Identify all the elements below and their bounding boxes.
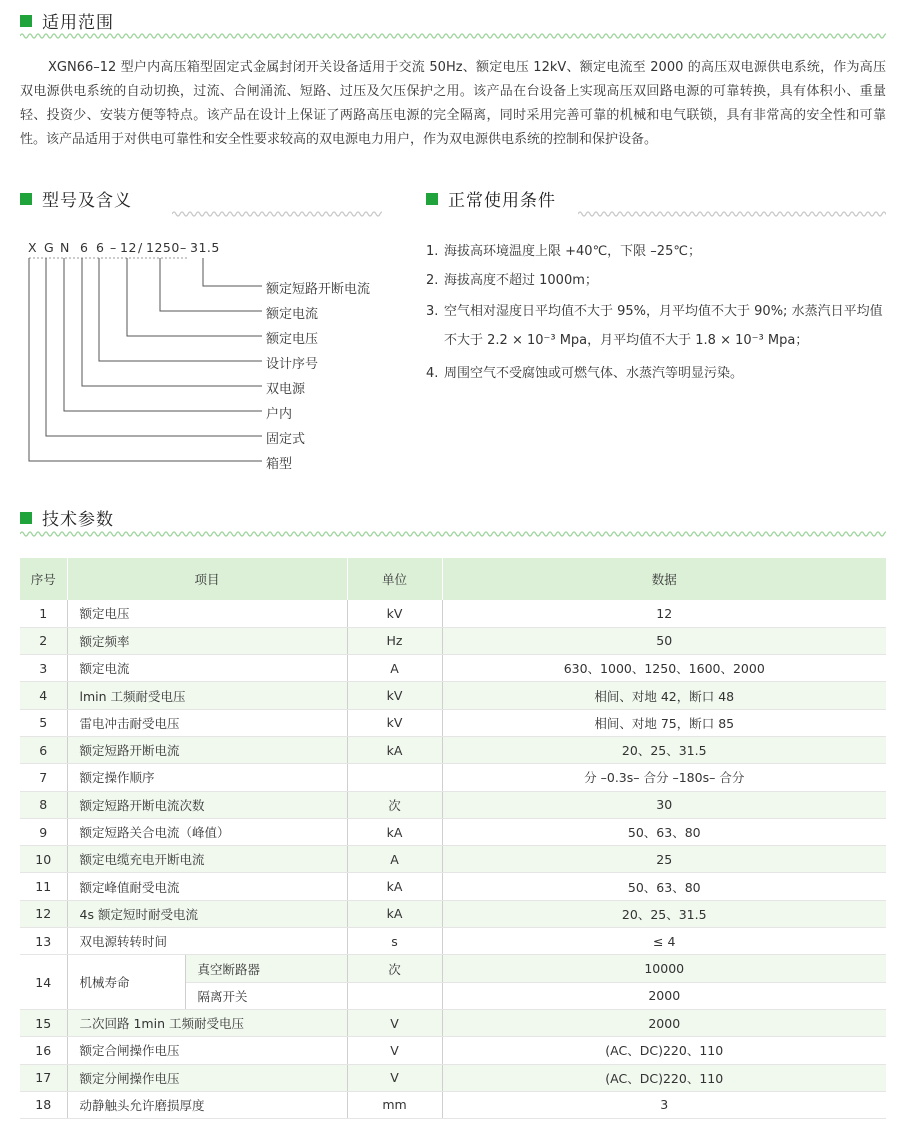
section-params-heading xyxy=(20,505,114,530)
table-row xyxy=(20,1064,886,1091)
condition-text: 空气相对湿度日平均值不大于 95%，月平均值不大于 90%; 水蒸汽日平均值不大于 2.2 × 10⁻³ Mpa，月平均值不大于 1.8 × 10⁻³ Mpa； xyxy=(444,304,883,348)
cell-no: 12 xyxy=(20,900,67,927)
cell-no: 8 xyxy=(20,791,67,818)
model-label-design-no: 设计序号 xyxy=(266,357,319,372)
model-code-char: X xyxy=(28,240,38,255)
cell-no: 7 xyxy=(20,764,67,791)
table-row xyxy=(20,736,886,763)
model-label-fixed: 固定式 xyxy=(266,432,306,447)
cell-value: 10000 xyxy=(442,955,886,982)
model-code-char: 31.5 xyxy=(190,240,220,255)
model-code-char: 6 xyxy=(96,240,105,255)
model-label-rated-current: 额定电流 xyxy=(266,307,319,322)
cell-unit xyxy=(347,982,442,1009)
list-item xyxy=(426,237,890,266)
cell-value: 2000 xyxy=(442,1009,886,1036)
condition-number: 2. xyxy=(426,273,439,288)
cell-no: 15 xyxy=(20,1009,67,1036)
cell-value: 相间、对地 75，断口 85 xyxy=(442,709,886,736)
cell-unit xyxy=(347,764,442,791)
table-row xyxy=(20,928,886,955)
cell-no: 1 xyxy=(20,600,67,627)
cell-value: 20、25、31.5 xyxy=(442,900,886,927)
cell-unit: kA xyxy=(347,873,442,900)
cell-value: 30 xyxy=(442,791,886,818)
cell-item: 额定短路开断电流 xyxy=(67,736,347,763)
cell-unit: A xyxy=(347,846,442,873)
model-code-char: 12 xyxy=(120,240,137,255)
model-label-indoor: 户内 xyxy=(266,407,293,422)
model-code-char: 6 xyxy=(80,240,89,255)
table-row xyxy=(20,791,886,818)
table-row xyxy=(20,818,886,845)
model-label-dual-power: 双电源 xyxy=(266,382,306,397)
cell-item: 额定电压 xyxy=(67,600,347,627)
cell-value: 50、63、80 xyxy=(442,818,886,845)
green-square-icon xyxy=(20,512,32,524)
params-table xyxy=(20,558,886,1119)
cell-no: 14 xyxy=(20,955,67,1010)
cell-unit: mm xyxy=(347,1091,442,1118)
cell-no: 11 xyxy=(20,873,67,900)
table-row xyxy=(20,682,886,709)
table-row xyxy=(20,900,886,927)
cell-no: 13 xyxy=(20,928,67,955)
cell-item: 额定分闸操作电压 xyxy=(67,1064,347,1091)
cell-unit: Hz xyxy=(347,627,442,654)
conditions-title: 正常使用条件 xyxy=(448,191,556,211)
cell-no: 17 xyxy=(20,1064,67,1091)
model-title: 型号及含义 xyxy=(42,191,132,211)
cell-unit: V xyxy=(347,1064,442,1091)
cell-unit: A xyxy=(347,655,442,682)
model-code-char: / xyxy=(138,240,143,255)
cell-no: 16 xyxy=(20,1037,67,1064)
table-row xyxy=(20,764,886,791)
cell-item: 额定短路关合电流（峰值） xyxy=(67,818,347,845)
cell-item: 额定短路开断电流次数 xyxy=(67,791,347,818)
cell-item: 动静触头允许磨损厚度 xyxy=(67,1091,347,1118)
cell-no: 9 xyxy=(20,818,67,845)
model-label-box: 箱型 xyxy=(266,457,293,472)
cell-unit: 次 xyxy=(347,791,442,818)
model-code-char: 1250 xyxy=(146,240,180,255)
condition-text: 周围空气不受腐蚀或可燃气体、水蒸汽等明显污染。 xyxy=(444,366,744,381)
cell-value: 20、25、31.5 xyxy=(442,736,886,763)
model-label-short-circuit: 额定短路开断电流 xyxy=(266,282,371,297)
cell-unit: kV xyxy=(347,600,442,627)
wave-divider-params xyxy=(20,530,886,538)
cell-value: (AC、DC)220、110 xyxy=(442,1037,886,1064)
cell-no: 5 xyxy=(20,709,67,736)
scope-paragraph: XGN66–12 型户内高压箱型固定式金属封闭开关设备适用于交流 50Hz、额定电压 12kV、额定电流至 2000 的高压双电源供电系统，作为高压双电源供电系统的自动切换，过流、合闸涌流、短路、过压及欠压保护之用。该产品在台设备上实现高压双回路电源的可靠转换，具有体积小、重量轻、投资少、安装方便等特点。该产品在设计上保证了两路高压电源的完全隔离，同时采用完善可靠的机械和电气联锁，具有非常高的安全性和可靠性。该产品适用于对供电可靠性和安全性要求较高的双电源电力用户，作为双电源供电系统的控制和保护设备。 xyxy=(20,60,886,147)
table-row xyxy=(20,1009,886,1036)
cell-unit: 次 xyxy=(347,955,442,982)
cell-unit: kA xyxy=(347,736,442,763)
cell-item: 机械寿命 xyxy=(67,955,185,1010)
scope-title: 适用范围 xyxy=(42,13,114,33)
cell-item: 双电源转转时间 xyxy=(67,928,347,955)
cell-unit: kV xyxy=(347,682,442,709)
table-row xyxy=(20,655,886,682)
table-row xyxy=(20,709,886,736)
cell-value: ≤ 4 xyxy=(442,928,886,955)
header-value: 数据 xyxy=(442,558,886,600)
list-item xyxy=(426,295,890,355)
cell-no: 2 xyxy=(20,627,67,654)
model-label-rated-voltage: 额定电压 xyxy=(266,332,319,347)
cell-no: 3 xyxy=(20,655,67,682)
cell-no: 10 xyxy=(20,846,67,873)
cell-value: 12 xyxy=(442,600,886,627)
table-row xyxy=(20,873,886,900)
cell-no: 4 xyxy=(20,682,67,709)
params-title: 技术参数 xyxy=(42,510,114,530)
cell-value: (AC、DC)220、110 xyxy=(442,1064,886,1091)
cell-item: 二次回路 1min 工频耐受电压 xyxy=(67,1009,347,1036)
cell-unit: kA xyxy=(347,818,442,845)
header-unit: 单位 xyxy=(347,558,442,600)
cell-item: 雷电冲击耐受电压 xyxy=(67,709,347,736)
model-code-char: – xyxy=(110,240,117,255)
model-code-char: – xyxy=(180,240,187,255)
model-code-char: N xyxy=(60,240,70,255)
cell-value: 分 –0.3s– 合分 –180s– 合分 xyxy=(442,764,886,791)
table-row xyxy=(20,1091,886,1118)
cell-item: 额定峰值耐受电流 xyxy=(67,873,347,900)
condition-number: 3. xyxy=(426,304,439,319)
cell-value: 2000 xyxy=(442,982,886,1009)
table-header-row xyxy=(20,558,886,600)
cell-subitem: 隔离开关 xyxy=(185,982,347,1009)
condition-text: 海拔高度不超过 1000m； xyxy=(444,273,598,288)
list-item xyxy=(426,266,890,295)
cell-unit: s xyxy=(347,928,442,955)
conditions-list xyxy=(426,237,890,388)
cell-unit: V xyxy=(347,1009,442,1036)
table-row xyxy=(20,1037,886,1064)
list-item xyxy=(426,355,890,388)
cell-no: 6 xyxy=(20,736,67,763)
cell-value: 50、63、80 xyxy=(442,873,886,900)
cell-no: 18 xyxy=(20,1091,67,1118)
cell-item: 额定频率 xyxy=(67,627,347,654)
table-row xyxy=(20,846,886,873)
cell-item: 额定电缆充电开断电流 xyxy=(67,846,347,873)
header-item: 项目 xyxy=(67,558,347,600)
cell-item: 额定电流 xyxy=(67,655,347,682)
table-row xyxy=(20,955,886,982)
cell-unit: V xyxy=(347,1037,442,1064)
header-no: 序号 xyxy=(20,558,67,600)
cell-unit: kV xyxy=(347,709,442,736)
cell-item: 额定操作顺序 xyxy=(67,764,347,791)
cell-value: 630、1000、1250、1600、2000 xyxy=(442,655,886,682)
condition-number: 1. xyxy=(426,244,439,259)
cell-item: lmin 工频耐受电压 xyxy=(67,682,347,709)
condition-number: 4. xyxy=(426,366,439,381)
cell-value: 50 xyxy=(442,627,886,654)
cell-item: 4s 额定短时耐受电流 xyxy=(67,900,347,927)
cell-subitem: 真空断路器 xyxy=(185,955,347,982)
cell-item: 额定合闸操作电压 xyxy=(67,1037,347,1064)
cell-value: 相间、对地 42，断口 48 xyxy=(442,682,886,709)
condition-text: 海拔高环境温度上限 +40℃，下限 –25℃； xyxy=(444,244,701,259)
table-row xyxy=(20,600,886,627)
cell-value: 25 xyxy=(442,846,886,873)
cell-value: 3 xyxy=(442,1091,886,1118)
model-code-char: G xyxy=(44,240,55,255)
table-row xyxy=(20,627,886,654)
cell-unit: kA xyxy=(347,900,442,927)
